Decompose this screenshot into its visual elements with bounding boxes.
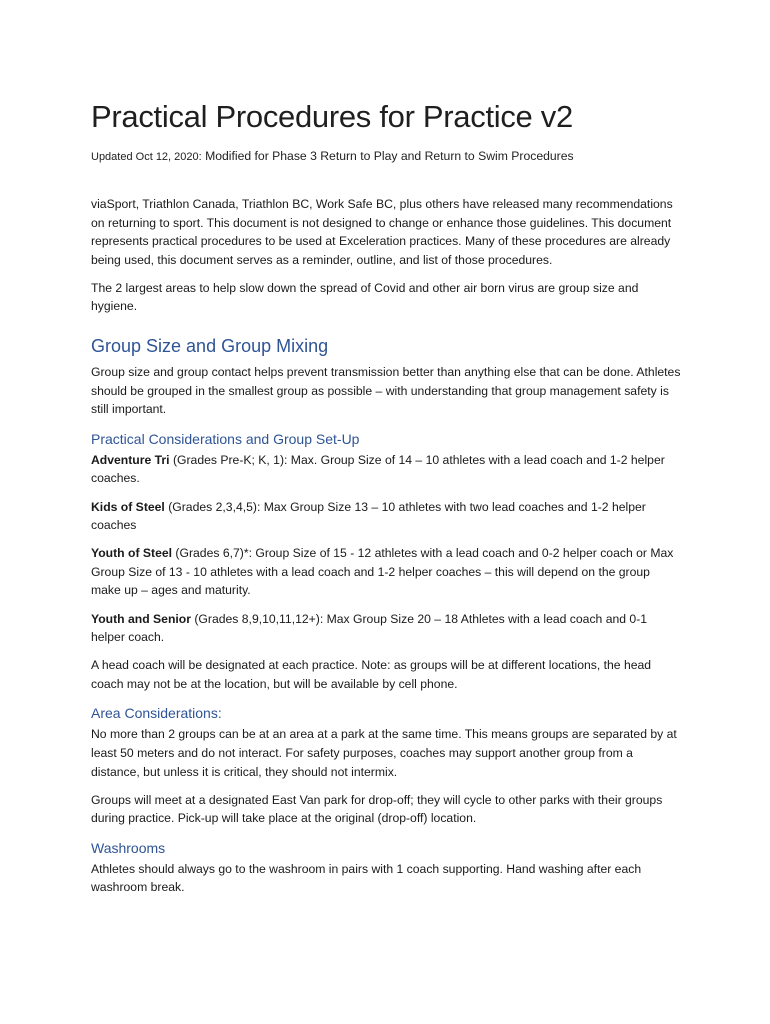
updated-line — [91, 148, 682, 166]
intro-paragraph-2: The 2 largest areas to help slow down the spread of Covid and other air born virus are group size and hygiene. — [91, 280, 639, 314]
group-details: (Grades Pre-K; K, 1): Max. Group Size of 14 – 10 athletes with a lead coach and 1-2 helper coaches. — [91, 452, 665, 486]
group-details: (Grades 2,3,4,5): Max Group Size 13 – 10 athletes with two lead coaches and 1-2 helper coaches — [91, 499, 646, 533]
group-details: (Grades 6,7)*: Group Size of 15 - 12 athletes with a lead coach and 0-2 helper coach or Max Group Size of 13 - 10 athletes with a lead coach and 1-2 helper coaches – this will depend on the group make up – ages and maturity. — [91, 546, 674, 598]
area-paragraph-1: No more than 2 groups can be at an area at a park at the same time. This means groups are separated by at least 50 meters and do not interact. For safety purposes, coaches may support another group from a distance, but unless it is critical, they should not intermix. — [91, 727, 677, 779]
subheading-practical-considerations: Practical Considerations and Group Set-Up — [91, 430, 360, 447]
section-heading-group-size: Group Size and Group Mixing — [91, 336, 329, 357]
group-adventure-tri — [91, 451, 682, 488]
document-title: Practical Procedures for Practice v2 — [91, 99, 573, 134]
updated-note: Modified for Phase 3 Return to Play and Return to Swim Procedures — [201, 149, 574, 163]
group-details: (Grades 8,9,10,11,12+): Max Group Size 20 – 18 Athletes with a lead coach and 0-1 helper coach. — [91, 611, 648, 645]
group-name: Adventure Tri — [91, 452, 170, 467]
subheading-area-considerations: Area Considerations: — [91, 705, 222, 722]
group-name: Kids of Steel — [91, 499, 165, 514]
group-kids-of-steel — [91, 498, 682, 535]
group-name: Youth and Senior — [91, 611, 191, 626]
group-youth-and-senior — [91, 610, 682, 647]
group-name: Youth of Steel — [91, 546, 173, 561]
group-youth-of-steel — [91, 544, 682, 600]
washrooms-paragraph: Athletes should always go to the washroom in pairs with 1 coach supporting. Hand washing after each washroom break. — [91, 861, 642, 895]
intro-paragraph-1: viaSport, Triathlon Canada, Triathlon BC, Work Safe BC, plus others have released many recommendations on returning to sport. This document is not designed to change or enhance those guidelines. This document represents practical procedures to be used at Exceleration practices. Many of these procedures are already being used, this document serves as a reminder, outline, and list of those procedures. — [91, 197, 673, 267]
group-size-paragraph: Group size and group contact helps prevent transmission better than anything else that can be done. Athletes should be grouped in the smallest group as possible – with understanding that group management safety is still important. — [91, 365, 681, 417]
area-paragraph-2: Groups will meet at a designated East Van park for drop-off; they will cycle to other parks with their groups during practice. Pick-up will take place at the original (drop-off) location. — [91, 792, 663, 826]
updated-date: Updated Oct 12, 2020: — [91, 151, 202, 163]
head-coach-paragraph: A head coach will be designated at each practice. Note: as groups will be at different locations, the head coach may not be at the location, but will be available by cell phone. — [91, 658, 652, 691]
subheading-washrooms: Washrooms — [91, 839, 166, 856]
